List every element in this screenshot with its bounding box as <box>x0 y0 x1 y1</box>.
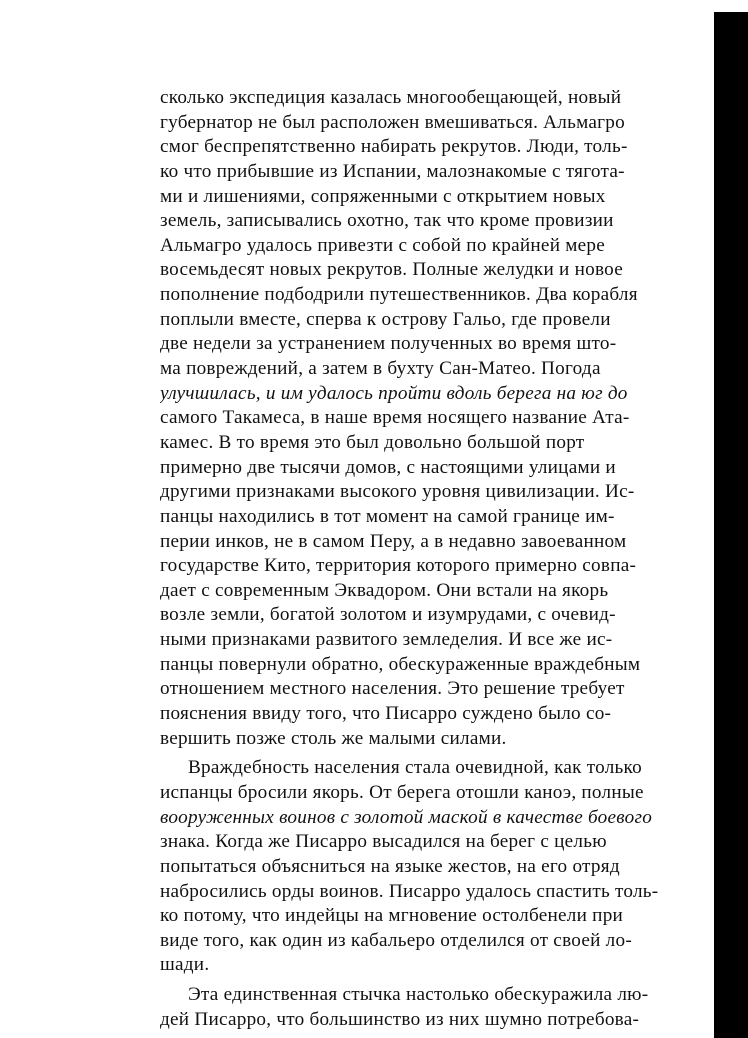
text-line: земель, записывались охотно, так что кроме провизии <box>160 210 614 232</box>
text-line: губернатор не был расположен вмешиваться. Альмагро <box>160 111 625 133</box>
text-line: камес. В то время это был довольно большой порт <box>160 431 585 453</box>
text-line: другими признаками высокого уровня цивилизации. Ис- <box>160 481 635 503</box>
text-line: панцы находились в тот момент на самой границе им- <box>160 505 615 527</box>
text-line: сколько экспедиция казалась многообещающей, новый <box>160 87 622 108</box>
text-line: улучшилась, и им удалось пройти вдоль берега на юг до <box>160 382 628 404</box>
text-line: две недели за устранением полученных во время што- <box>160 333 617 355</box>
text-line: поплыли вместе, сперва к острову Гальо, где провели <box>160 308 611 330</box>
text-line: ми и лишениями, сопряженными с открытием новых <box>160 185 606 207</box>
text-line: знака. Когда же Писарро высадился на берег с целью <box>160 831 607 853</box>
paragraph-1 <box>160 86 714 751</box>
text-line: вооруженных воинов с золотой маской в качестве боевого <box>160 806 653 828</box>
text-line: набросились орды воинов. Писарро удалось спастить толь- <box>160 880 659 902</box>
text-line: попытаться объясниться на языке жестов, на его отряд <box>160 855 620 877</box>
text-line: ма повреждений, а затем в бухту Сан-Матео. Погода <box>160 358 601 380</box>
text-line: пополнение подбодрили путешественников. Два корабля <box>160 284 638 306</box>
text-line: Эта единственная стычка настолько обескуражила лю- <box>188 984 649 1006</box>
scan-edge-shadow <box>714 12 748 1038</box>
text-line: виде того, как один из кабальеро отделился от своей ло- <box>160 929 632 951</box>
page-text <box>160 86 714 1032</box>
text-line: Враждебность населения стала очевидной, как только <box>188 757 642 779</box>
text-line: самого Такамеса, в наше время носящего название Ата- <box>160 407 630 429</box>
text-line: дает с современным Эквадором. Они встали на якорь <box>160 579 609 601</box>
text-line: отношением местного населения. Это решение требует <box>160 678 625 700</box>
text-line: примерно две тысячи домов, с настоящими улицами и <box>160 456 616 478</box>
text-line: перии инков, не в самом Перу, а в недавно завоеванном <box>160 530 627 552</box>
text-line: восемьдесят новых рекрутов. Полные желудки и новое <box>160 259 623 281</box>
text-line: государстве Кито, территория которого примерно совпа- <box>160 555 637 577</box>
paragraph-3 <box>160 983 714 1032</box>
paragraph-2 <box>160 756 714 978</box>
text-line: дей Писарро, что большинство из них шумно потребова- <box>160 1008 640 1030</box>
text-line: вершить позже столь же малыми силами. <box>160 727 507 749</box>
text-line: панцы повернули обратно, обескураженные враждебным <box>160 653 641 675</box>
text-line: ко потому, что индейцы на мгновение остолбенели при <box>160 905 624 927</box>
text-line: ными признаками развитого земледелия. И все же ис- <box>160 629 613 651</box>
text-line: шади. <box>160 954 210 976</box>
text-line: пояснения ввиду того, что Писарро суждено было со- <box>160 703 612 725</box>
text-line: возле земли, богатой золотом и изумрудами, с очевид- <box>160 604 616 626</box>
text-line: Альмагро удалось привезти с собой по крайней мере <box>160 234 606 256</box>
text-line: ко что прибывшие из Испании, малознакомые с тягота- <box>160 160 625 182</box>
text-line: испанцы бросили якорь. От берега отошли каноэ, полные <box>160 781 644 803</box>
text-line: смог беспрепятственно набирать рекрутов. Люди, толь- <box>160 136 628 158</box>
